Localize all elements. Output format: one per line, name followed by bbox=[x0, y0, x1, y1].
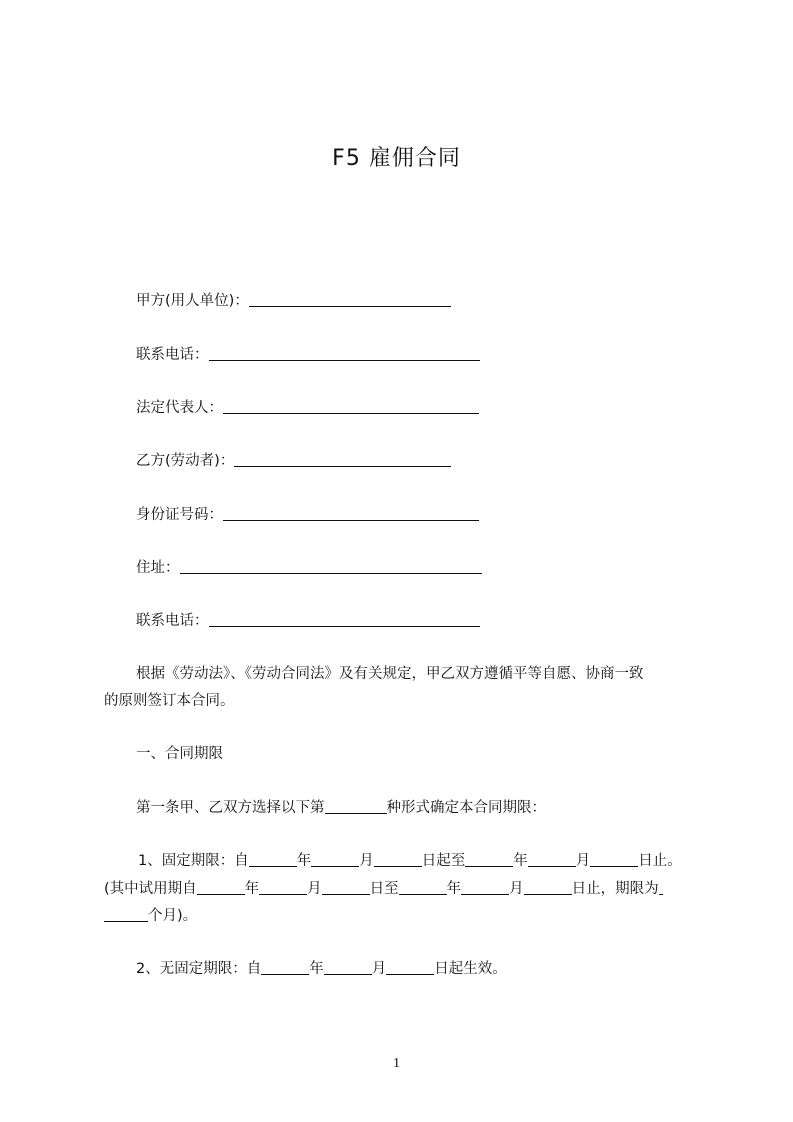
fixed-term-prefix: 1、固定期限：自 bbox=[138, 853, 249, 869]
open-term-prefix: 2、无固定期限：自 bbox=[136, 961, 262, 977]
year-text: 年 bbox=[244, 881, 260, 897]
document-title: F5 雇佣合同 bbox=[332, 146, 461, 171]
trial-start-year-blank[interactable] bbox=[197, 880, 245, 895]
legal-rep-label: 法定代表人： bbox=[136, 400, 223, 416]
open-month-blank[interactable] bbox=[324, 960, 372, 975]
year-text: 年 bbox=[296, 853, 312, 869]
day-from-text: 日起至 bbox=[421, 853, 466, 869]
address-label: 住址： bbox=[136, 560, 180, 576]
trial-end-day-blank[interactable] bbox=[524, 880, 572, 895]
trial-length-blank[interactable] bbox=[104, 907, 148, 922]
fixed-term-line bbox=[138, 852, 682, 870]
effective-text: 日起生效。 bbox=[434, 961, 507, 977]
article-1 bbox=[136, 799, 546, 817]
open-term-line bbox=[136, 960, 507, 978]
open-year-blank[interactable] bbox=[261, 960, 309, 975]
intro-line-2: 的原则签订本合同。 bbox=[104, 693, 235, 709]
phone-blank-a[interactable] bbox=[209, 346, 480, 361]
trial-end-month-blank[interactable] bbox=[461, 880, 509, 895]
page-number: 1 bbox=[393, 1056, 400, 1071]
phone-label-a: 联系电话： bbox=[136, 347, 209, 363]
party-a-label: 甲方(用人单位)： bbox=[136, 293, 249, 309]
trial-months-line bbox=[104, 907, 197, 925]
party-b-field bbox=[136, 452, 451, 470]
id-number-field bbox=[136, 506, 479, 524]
months-text: 个月)。 bbox=[148, 908, 198, 924]
form-choice-blank[interactable] bbox=[325, 799, 387, 814]
trial-period-line bbox=[104, 880, 663, 898]
phone-field-a bbox=[136, 346, 480, 364]
start-year-blank[interactable] bbox=[249, 852, 297, 867]
address-blank[interactable] bbox=[180, 559, 482, 574]
trial-start-day-blank[interactable] bbox=[322, 880, 370, 895]
start-day-blank[interactable] bbox=[374, 852, 422, 867]
month-text: 月 bbox=[371, 961, 387, 977]
open-day-blank[interactable] bbox=[386, 960, 434, 975]
party-a-blank[interactable] bbox=[249, 292, 451, 307]
end-month-blank[interactable] bbox=[528, 852, 576, 867]
article-1-text-after: 种形式确定本合同期限： bbox=[386, 800, 546, 816]
id-number-label: 身份证号码： bbox=[136, 507, 223, 523]
phone-label-b: 联系电话： bbox=[136, 613, 209, 629]
month-text: 月 bbox=[509, 881, 524, 897]
month-text: 月 bbox=[307, 881, 322, 897]
end-day-blank[interactable] bbox=[590, 852, 638, 867]
day-to-text: 日至 bbox=[369, 881, 399, 897]
phone-field-b bbox=[136, 612, 480, 630]
trial-prefix-text: (其中试用期自 bbox=[104, 881, 197, 897]
id-number-blank[interactable] bbox=[223, 506, 479, 521]
end-year-blank[interactable] bbox=[465, 852, 513, 867]
trial-start-month-blank[interactable] bbox=[259, 880, 307, 895]
party-a-field bbox=[136, 292, 451, 310]
trial-length-blank-start[interactable] bbox=[659, 880, 663, 895]
start-month-blank[interactable] bbox=[311, 852, 359, 867]
trial-end-text: 日止，期限为 bbox=[571, 881, 659, 897]
year-text: 年 bbox=[309, 961, 324, 977]
phone-blank-b[interactable] bbox=[209, 612, 480, 627]
legal-rep-blank[interactable] bbox=[223, 399, 479, 414]
address-field bbox=[136, 559, 482, 577]
party-b-label: 乙方(劳动者)： bbox=[136, 453, 235, 469]
trial-end-year-blank[interactable] bbox=[399, 880, 447, 895]
legal-rep-field bbox=[136, 399, 479, 417]
month-text: 月 bbox=[575, 853, 591, 869]
year-text: 年 bbox=[513, 853, 528, 869]
year-text: 年 bbox=[446, 881, 462, 897]
section-heading: 一、合同期限 bbox=[136, 746, 223, 762]
intro-line-1: 根据《劳动法》、《劳动合同法》及有关规定，甲乙双方遵循平等自愿、协商一致 bbox=[136, 666, 644, 682]
month-text: 月 bbox=[359, 853, 374, 869]
article-1-text-before: 第一条甲、乙双方选择以下第 bbox=[136, 800, 325, 816]
party-b-blank[interactable] bbox=[234, 452, 451, 467]
day-end-text: 日止。 bbox=[638, 853, 682, 869]
